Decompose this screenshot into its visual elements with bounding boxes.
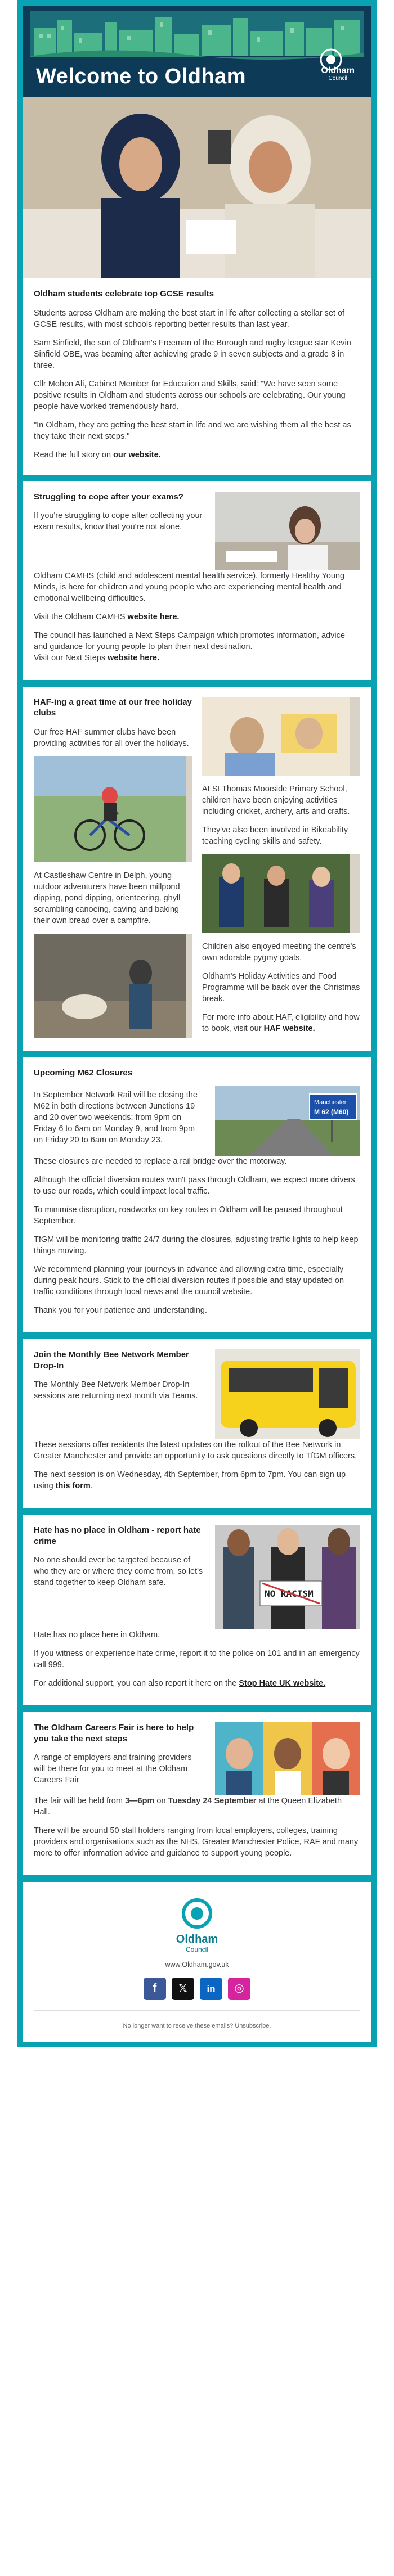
placard-illustration <box>215 1525 360 1629</box>
bee-signup-form-link[interactable]: this form <box>55 1481 91 1490</box>
gcse-paragraph-1: Students across Oldham are making the best start in life after collecting a stellar set of GCSE results, with most schools reporting better results than last year. <box>34 308 345 329</box>
hate-heading: Hate has no place in Oldham - report hate crime <box>34 1525 201 1546</box>
motorway-illustration <box>215 1086 360 1156</box>
struggling-paragraph-4 <box>34 630 360 664</box>
haf-outdoor-photo <box>202 854 360 933</box>
m62-paragraph-7: Thank you for your patience and understanding. <box>34 1306 207 1315</box>
haf-website-link[interactable]: HAF website. <box>263 1024 315 1033</box>
struggling-section <box>23 481 371 680</box>
yellow-bus-illustration <box>215 1349 360 1439</box>
bee-network-section <box>23 1339 371 1508</box>
camhs-text: Visit the Oldham CAMHS <box>34 612 128 622</box>
gcse-paragraph-2: Sam Sinfield, the son of Oldham's Freeman of the Borough and rugby league star Kevin Sinfield OBE, was beaming after achieving grade 9 in seven subjects and a grade 8 in three. <box>34 338 351 370</box>
students-illustration <box>23 97 371 278</box>
haf-paragraph-5: Children also enjoyed meeting the centre's own adorable pygmy goats. <box>202 942 356 962</box>
gcse-website-link[interactable]: our website. <box>113 450 161 460</box>
hate-crime-photo <box>215 1525 360 1629</box>
careers-paragraph-1: A range of employers and training providers will be there for you to meet at the Oldham Careers Fair <box>34 1753 192 1785</box>
careers-fair-date: Tuesday 24 September <box>168 1796 257 1805</box>
bee-session-suffix: . <box>90 1481 93 1490</box>
haf-heading: HAF-ing a great time at our free holiday clubs <box>34 697 192 718</box>
gcse-photo <box>23 97 371 278</box>
gcse-section <box>23 97 371 475</box>
footer-website-url[interactable]: www.Oldham.gov.uk <box>165 1960 229 1969</box>
young-people-illustration <box>215 1722 360 1795</box>
next-steps-visit-text: Visit our Next Steps <box>34 653 108 663</box>
haf-paragraph-1: Our free HAF summer clubs have been providing activities for all over the holidays. <box>34 727 189 748</box>
careers-heading: The Oldham Careers Fair is here to help you take the next steps <box>34 1723 194 1744</box>
header-banner <box>23 6 371 97</box>
haf-paragraph-2: At St Thomas Moorside Primary School, children have been enjoying activities including cricket, archery, arts and crafts. <box>202 784 350 816</box>
footer-logo-sub: Council <box>185 1945 209 1953</box>
unsubscribe-text[interactable]: No longer want to receive these emails? Unsubscribe. <box>123 2022 271 2029</box>
gcse-read-more-text: Read the full story on <box>34 450 114 460</box>
road-sign-line2: M 62 (M60) <box>314 1108 349 1116</box>
struggling-paragraph-2: Oldham CAMHS (child and adolescent mental health service), formerly Healthy Young Minds, is here for children and young people who are experiencing mental health and emotional wellbeing difficulties. <box>34 571 345 603</box>
struggling-paragraph-1: If you're struggling to cope after collecting your exam results, know that you're not alone. <box>34 511 203 532</box>
stressed-student-illustration <box>215 492 360 570</box>
hate-support-text: For additional support, you can also report it here on the <box>34 1679 239 1688</box>
m62-paragraph-2: These closures are needed to replace a rail bridge over the motorway. <box>34 1157 287 1166</box>
m62-paragraph-1: In September Network Rail will be closing the M62 in both directions between Junctions 19 and 20 over two weekends: from 9pm on Friday 6 to 6am on Monday 9, and from 9pm on Friday 20 to 6am on Monday 23. <box>34 1091 198 1145</box>
careers-paragraph-3: There will be around 50 stall holders ranging from local employers, colleges, training providers and organisations such as the NHS, Greater Manchester Police, RAF and many more to offer information advice and guidance to support young people. <box>34 1826 359 1858</box>
careers-fair-venue: at the Queen Elizabeth Hall. <box>34 1796 342 1817</box>
outdoor-kids-illustration <box>202 854 350 933</box>
crafts-illustration <box>202 697 350 776</box>
next-steps-text: The council has launched a Next Steps Campaign which promotes information, advice and guidance for young people to plan their next destination. <box>34 631 345 651</box>
footer <box>23 1882 371 2042</box>
careers-photo <box>215 1722 360 1795</box>
careers-section <box>23 1712 371 1875</box>
gcse-heading: Oldham students celebrate top GCSE results <box>34 289 214 299</box>
council-logo[interactable] <box>321 66 355 82</box>
hate-crime-section <box>23 1515 371 1705</box>
haf-crafts-photo <box>202 697 360 776</box>
haf-paragraph-4: At Castleshaw Centre in Delph, young outdoor adventurers have been millpond dipping, pond dipping, orienteering, ghyll scrambling canoeing, caving and baking their own bread over a campfire. <box>34 871 181 925</box>
careers-fair-text: The fair will be held from <box>34 1796 125 1805</box>
struggling-photo <box>215 492 360 570</box>
haf-paragraph-3: They've also been involved in Bikeability teaching cycling skills and safety. <box>202 825 348 846</box>
struggling-paragraph-3 <box>34 611 360 623</box>
m62-paragraph-5: TfGM will be monitoring traffic 24/7 during the closures, adjusting traffic lights to help keep things moving. <box>34 1235 359 1255</box>
gcse-paragraph-5 <box>34 449 360 461</box>
placard-text: NO RACISM <box>265 1588 314 1599</box>
careers-fair-time: 3—6pm <box>124 1796 155 1805</box>
hate-paragraph-1: No one should ever be targeted because of who they are or where they come from, so let's stand together to keep Oldham safe. <box>34 1556 203 1587</box>
haf-section <box>23 687 371 1051</box>
facebook-icon[interactable]: f <box>144 1978 166 2000</box>
stop-hate-uk-link[interactable]: Stop Hate UK website. <box>239 1679 326 1688</box>
haf-cycling-photo <box>34 756 192 862</box>
gcse-paragraph-3: Cllr Mohon Ali, Cabinet Member for Education and Skills, said: "We have seen some positive results in Oldham and students across our schools are celebrating. Our young people have worked tremendously hard. <box>34 379 346 411</box>
oldham-logo-icon[interactable] <box>177 1897 217 1930</box>
bee-paragraph-3 <box>34 1469 360 1492</box>
camhs-website-link[interactable]: website here. <box>127 612 180 622</box>
bee-bus-photo <box>215 1349 360 1439</box>
page-title: Welcome to Oldham <box>36 65 247 88</box>
bee-paragraph-2: These sessions offer residents the latest updates on the rollout of the Bee Network in Greater Manchester and provide an opportunity to ask questions directly to TfGM officers. <box>34 1440 357 1461</box>
m62-paragraph-3: Although the official diversion routes won't pass through Oldham, we expect more drivers to use our roads, which could impact local traffic. <box>34 1176 355 1196</box>
next-steps-website-link[interactable]: website here. <box>108 653 159 663</box>
m62-section <box>23 1057 371 1333</box>
careers-fair-on: on <box>154 1796 168 1805</box>
logo-sub: Council <box>328 75 347 82</box>
social-links <box>144 1978 250 2000</box>
footer-logo-name: Oldham <box>176 1933 218 1945</box>
hate-paragraph-4 <box>34 1678 360 1689</box>
logo-name: Oldham <box>321 66 355 75</box>
goats-illustration <box>34 934 186 1038</box>
gcse-paragraph-4: "In Oldham, they are getting the best start in life and we are wishing them all the best as they take their next steps." <box>34 420 351 441</box>
instagram-icon[interactable]: ◎ <box>228 1978 250 2000</box>
haf-paragraph-7 <box>202 1012 360 1034</box>
haf-info-text: For more info about HAF, eligibility and how to book, visit our <box>202 1012 360 1033</box>
struggling-heading: Struggling to cope after your exams? <box>34 492 183 502</box>
hate-paragraph-2: Hate has no place here in Oldham. <box>34 1631 160 1640</box>
bee-paragraph-1: The Monthly Bee Network Member Drop-In sessions are returning next month via Teams. <box>34 1380 198 1400</box>
haf-goats-photo <box>34 934 192 1038</box>
careers-paragraph-2 <box>34 1795 360 1818</box>
m62-heading: Upcoming M62 Closures <box>34 1068 133 1078</box>
bike-illustration <box>34 756 186 862</box>
bee-session-text: The next session is on Wednesday, 4th September, from 6pm to 7pm. You can sign up using <box>34 1470 346 1490</box>
m62-photo <box>215 1086 360 1156</box>
m62-paragraph-4: To minimise disruption, roadworks on key routes in Oldham will be paused throughout September. <box>34 1205 343 1226</box>
x-icon[interactable]: 𝕏 <box>172 1978 194 2000</box>
newsletter <box>17 0 377 2047</box>
road-sign-line1: Manchester <box>314 1099 347 1106</box>
hate-paragraph-3: If you witness or experience hate crime, report it to the police on 101 and in an emergency call 999. <box>34 1649 360 1669</box>
haf-paragraph-6: Oldham's Holiday Activities and Food Programme will be back over the Christmas break. <box>202 971 360 1003</box>
bee-heading: Join the Monthly Bee Network Member Drop-In <box>34 1350 189 1371</box>
m62-paragraph-6: We recommend planning your journeys in advance and allowing extra time, especially during peak hours. Stick to the official diversion routes if possible and stay updated on traffic conditions through local news and the council website. <box>34 1265 344 1296</box>
linkedin-icon[interactable]: in <box>200 1978 222 2000</box>
